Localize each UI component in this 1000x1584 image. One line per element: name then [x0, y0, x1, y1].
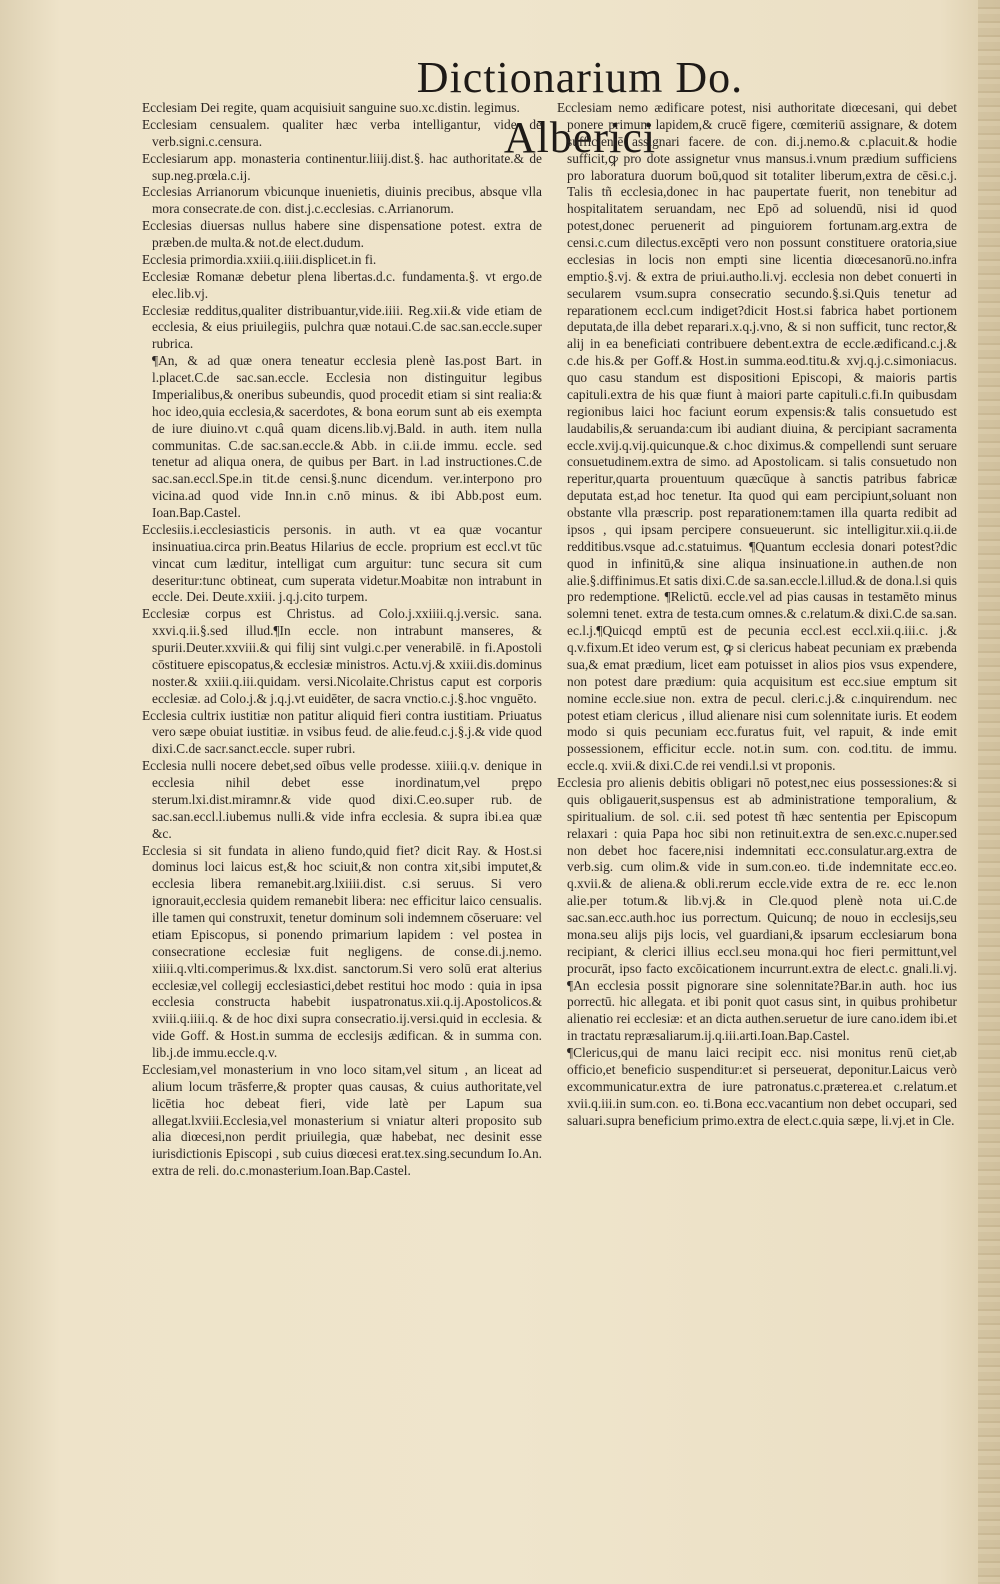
- bleed-through-edge: [978, 0, 1000, 1584]
- entry: Ecclesiæ Romanæ debetur plena libertas.d.c. fundamenta.§. vt ergo.de elec.lib.vj.: [142, 268, 542, 301]
- entry: Ecclesia nulli nocere debet,sed oībus velle prodesse. xiiii.q.v. denique in ecclesia nihil debet esse inordinatum,vel prępo sterum.lxi.dist.miramnr.& vide quod dixi.C.eo.super rub. de sac.san.eccl.l.iubemus nulli.& vide infra ecclesia. & supra ibi.ea quæ &c.: [142, 758, 542, 841]
- entry: Ecclesia si sit fundata in alieno fundo,quid fiet? dicit Ray. & Host.si dominus loci laicus est,& hoc sciuit,& non contra xit,sibi imputet,& ecclesia libera remanebit.arg.lxiiii.dist. c.si seruus. Si vero ignorauit,ecclesia quidem remanebit libera: nec efficitur laico censualis. ille tamen qui construxit, tenetur dominum soli indemnem cōseruare: vel etiam Episcopus, si ponendo primarium lapidem : vel postea in consecratione ecclesiæ fuit negligens. de conse.di.j.nemo. xiiii.q.vlti.comperimus.& lxx.dist. sanctorum.Si vero solū erat alterius ecclesiæ,vel collegij ecclesiastici,debet restitui hoc modo : quia in ipsa ecclesia constructa habebit iuspatronatus.xii.q.ij.Apostolicos.& xviii.q.iiii.q. & de hoc dixi supra consecratio.ij.versi.quid in ecclesia. & vide Goff. & Host.in summa de ecclesijs ædifican. & in summa con. lib.j.de immu.eccle.q.v.: [142, 842, 542, 1060]
- entry: Ecclesia pro alienis debitis obligari nō potest,nec eius possessiones:& si quis obligauerit,suspensus est ab administratione temporalium, & spiritualium. de sol. c.ii. sed potest tñ hæc sententia per Episcopum relaxari : quia Papa hoc sibi non retinuit.extra de sen.exc.c.nuper.sed non debet hoc facere,nisi indemnitati ecc.consulatur.arg.extra de verb.sig. cum olim.& vide in sum.con.eo. ti.de indemnitate ecc.eo. q.xvii.& de aliena.& obli.rerum eccle.vide extra de re. ecc le.non alie.per totum.& lib.vj.& in Cle.quod plenè nota ui.C.de sac.san.ecc.auth.hoc ius porrectum. Quicunq; de nouo in ecclesijs,seu mona.seu alijs pijs locis, vel guardiani,& ipsarum ecclesiarum bona recipiant, & clerici illius eccl.seu mona.qui hoc fieri permittunt,vel procurāt, ipso facto excōicationem incurrunt.extra de elect.c. gnali.li.vj. ¶An ecclesia possit pignorare sine solennitate?Bar.in auth. hoc ius porrectū. hic allegata. et ibi ponit quot casus sint, in quibus prohibetur alienatio rei ecclesiæ: et an dicta authen.seruetur de iure cano.idem ibi.et in tractatu repræsaliarum.ij.q.iii.arti.Ioan.Bap.Castel.: [557, 775, 957, 1044]
- entry: Ecclesiis.i.ecclesiasticis personis. in auth. vt ea quæ vocantur insinuatiua.circa prin.Beatus Hilarius de eccle. proprium est eccl.vt tūc vincat cum læditur, intelligat cum arguitur: tunc secura sit cum deseritur:tunc obtineat, cum superata videtur.Moabitæ non intrabunt in eccle. Dei. Deute.xxiii. j.q.j.cito turpem.: [142, 521, 542, 605]
- entry: Ecclesia primordia.xxiii.q.iiii.displicet.in fi.: [142, 251, 377, 267]
- page-title: Dictionarium Do. Alberici: [416, 53, 744, 162]
- entry: Ecclesiam Dei regite, quam acquisiuit sanguine suo.xc.distin. legimus.: [142, 100, 520, 115]
- entry: Ecclesiam nemo ædificare potest, nisi authoritate diœcesani, qui debet ponere primum lapidem,& crucē figere, cœmiteriū assignare, & dotem sufficientē assignari facere. de con. di.j.nemo.& c.placuit.& hodie sufficit,ꝙ pro dote assignetur vnus mansus.i.vnum prædium sufficiens pro laboratura duorum boū,quod sit totaliter liberum,extra de cēsi.c.j. Talis tñ ecclesia,donec in hac paupertate fuerit, non tenebitur ad hospitalitatem seruandam, nec Epō ad soluendū, nisi id quod potest,donec peruenerit ad pinguiorem fortunam.arg.extra de censi.c.cum dilectus.excēpti vero non possunt constituere oratoria,siue ecclesias in locis non empti sine licentia diœcesanorū.no.infra emptio.§.vj. & extra de priui.autho.li.vj. ecclesia non debet conuerti in secularem vsum.supra consecratio secundo.§.si.Quis tenetur ad reparationem eccl.cum indiget?dicit Host.si fabrica habet portionem deputata,de illa debet reparari.x.q.j.vno, & si non sufficit, tunc rector,& alij in ea beneficiati contribuere debent.extra de eccle.ædificand.c.j.& c.de his.& per Goff.& Host.in summa.eod.titu.& xvj.q.j.c.simoniacus. quo casu standum est dispositioni Episcopi, & maioris partis capituli.extra de his quæ fiunt à maiori parte capituli.c.fi.In quibusdam regionibus laici hoc faciunt eorum expensis:& talis consuetudo est laudabilis,& seruanda:cum ibi audiant diuina, & percipiant sacramenta eccle.xvij.q.vij.quicunque.& c.hoc diximus.& compellendi sunt seruare consuetudinem.extra de simo. ad Apostolicam. si talis consuetudo non reperitur,quarta prouentuum quæcūque à sanctis patribus fabricæ deputata est,ad hoc tenetur. Ita quod qui eam percipiunt,soluant non obstante vlla præscrip. post reparationem:tamen illa quarta redibit ad ipsos , qui ipsam percipere consueuerunt. sic intelligitur.xii.q.ii.de redditibus.vsque ad.c.statuimus. ¶Quantum ecclesia donari potest?dic quod in infinitū,& sine aliqua insinuatione.in authen.de non alie.§.diffinimus.Et satis dixi.C.de sa.san.eccle.l.illud.& de dona.l.si quis pro redemptione. ¶Relictū. eccle.vel ad pias causas in testamēto minus solemni tenet. extra de testa.cum omnes.& c.relatum.& dixi.C.de sa.san. ec.l.j.¶Quicqd emptū est de pecunia eccl.est eccl.xii.q.iii.c. j.& q.v.fixum.Et ideo verum est, ꝙ si clericus habeat pecuniam ex præbenda sua,& emat prædium, licet eam potuisset in alios pios vsus expendere, non potest dare prædium: quia acquisitum est ecc.siue emptum sit nomine eccle.siue non. extra de pecul. cleri.c.j.& c.inquirendum. nec potest etiam clericus , illud alienare nisi cum solennitate iuris. Et eodem modo si quis pecuniam ecc.furatus fuit, vel rapuit, & inde emit possessionem, efficitur eccle. not.in sum. con. cod.titu. de immu. eccle.q. xvii.& dixi.C.de rei vendi.l.si vt proponis.: [557, 100, 957, 774]
- entry: Ecclesiæ corpus est Christus. ad Colo.j.xxiiii.q.j.versic. sana. xxvi.q.ii.§.sed illud.¶In eccle. non intrabunt manseres, & spurii.Deuter.xxviii.& qui filij sint vulgi.c.per venerabilē. in fi.Apostoli cōstituere episcopatus,& ecclesiæ ministros. Actu.vj.& xxiii.dis.dominus noster.& xxiii.q.iii.quidam. versi.Nicolaite.Christus caput est corporis ecclesiæ. ad Colo.j.& j.q.j.vt euidēter, de sacra vnctio.c.j.§.hoc vnguēto.: [142, 606, 542, 706]
- entry: Ecclesiæ redditus,qualiter distribuantur,vide.iiii. Reg.xii.& vide etiam de ecclesia, & eius priuilegiis, pulchra quæ notaui.C.de sac.san.eccle.super rubrica.: [142, 302, 542, 352]
- entry: Ecclesia cultrix iustitiæ non patitur aliquid fieri contra iustitiam. Priuatus vero sæpe obuiat iustitiæ. in vsibus feud. de alie.feud.c.j.§.j.& vide quod dixi.C.de sacr.sanct.eccle. super rubri.: [142, 707, 542, 757]
- left-column: [142, 100, 542, 1180]
- entry: Ecclesiarum app. monasteria continentur.liiij.dist.§. hac authoritate.& de sup.neg.prœla.c.ij.: [142, 150, 542, 183]
- entry: Ecclesiam,vel monasterium in vno loco sitam,vel situm , an liceat ad alium locum trāsferre,& propter quas causas, & cuius authoritate,vel licētia hoc debeat fieri, vide latè per Lapum sua allegat.lxviii.Ecclesia,vel monasterium si vniatur alteri proposito sub alia diœcesi,non perdit priuilegia, quæ habebat, nec desinit esse iurisdictionis Episcopi , sub cuius diœcesi erat.tex.sing.secundum Io.An. extra de reli. do.c.monasterium.Ioan.Bap.Castel.: [142, 1061, 542, 1179]
- entry: Ecclesiam censualem. qualiter hæc verba intelligantur, vide de verb.signi.c.censura.: [142, 116, 542, 149]
- entry: ¶An, & ad quæ onera teneatur ecclesia plenè Ias.post Bart. in l.placet.C.de sac.san.eccle. Ecclesia non distinguitur legibus Imperialibus,& oneribus subeundis, quod procedit etiam si sint realia:& hoc ideo,quia ecclesia,& sacerdotes, & bona eorum sunt ab eis exempta de iure diuino.vt c.quâ quam dicens.lib.vj.Bald. in auth. item nulla communitas. C.de sac.san.eccle.& Abb. in c.ii.de immu. eccle. sed tenetur ad aliqua onera, de quibus per Bart. in l.ad instructiones.C.de sac.san.eccl.Spe.in tit.de censi.§.nunc dicendum. ver.interpono pro vicina.ad quod vide Inn.in c.nō minus. & ibi Abb.post eum. Ioan.Bap.Castel.: [152, 353, 542, 520]
- entry: ¶Clericus,qui de manu laici recipit ecc. nisi monitus renū ciet,ab officio,et beneficio suspenditur:et si perseuerat, deponitur.Laicus verò excommunicatur.extra de iure patronatus.c.præterea.et c.relatum.et xvii.q.iii.in sum.con. eo. ti.Bona ecc.vacantium non debet occupari, sed saluari.supra beneficium primo.extra de elect.c.quia sæpe, li.vj.et in Cle.: [567, 1045, 957, 1128]
- entry: Ecclesias diuersas nullus habere sine dispensatione potest. extra de præben.de multa.& not.de elect.dudum.: [142, 218, 542, 250]
- entry: Ecclesias Arrianorum vbicunque inuenietis, diuinis precibus, absque vlla mora consecrate.de con. dist.j.c.ecclesias. c.Arrianorum.: [142, 184, 542, 217]
- right-column: [557, 100, 957, 1129]
